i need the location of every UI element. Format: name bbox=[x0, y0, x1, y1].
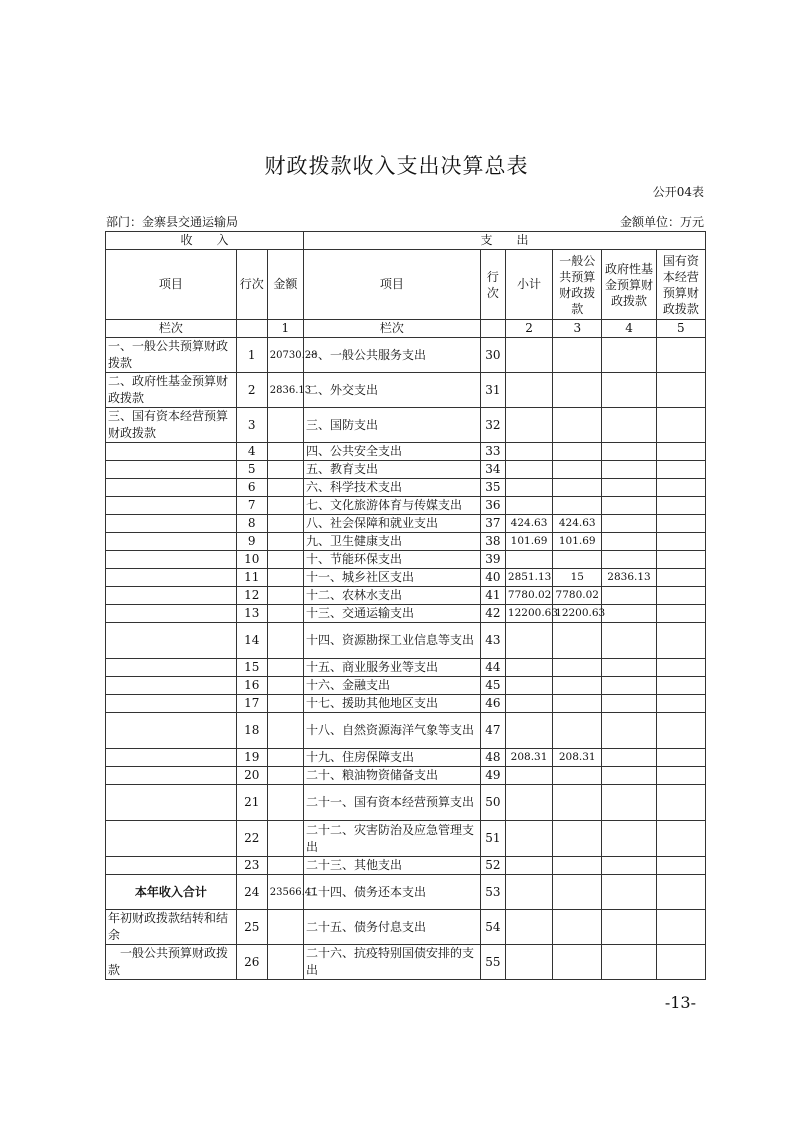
subtotal-value bbox=[505, 408, 552, 443]
fund-budget-value bbox=[602, 767, 656, 785]
general-budget-value bbox=[553, 461, 602, 479]
subtotal-value bbox=[505, 497, 552, 515]
state-capital-value bbox=[656, 461, 705, 479]
general-budget-value bbox=[553, 551, 602, 569]
fund-budget-value bbox=[602, 587, 656, 605]
state-capital-value bbox=[656, 713, 705, 749]
general-budget-value bbox=[553, 821, 602, 857]
table-row bbox=[106, 515, 706, 533]
subtotal-value bbox=[505, 659, 552, 677]
expense-line: 40 bbox=[480, 569, 505, 587]
fund-budget-value bbox=[602, 533, 656, 551]
table-row bbox=[106, 821, 706, 857]
expense-line: 47 bbox=[480, 713, 505, 749]
expense-item: 十六、金融支出 bbox=[303, 677, 480, 695]
general-budget-value bbox=[553, 479, 602, 497]
income-amount bbox=[267, 443, 303, 461]
fund-budget-value bbox=[602, 785, 656, 821]
table-row bbox=[106, 749, 706, 767]
expense-item: 十五、商业服务业等支出 bbox=[303, 659, 480, 677]
table-row bbox=[106, 479, 706, 497]
state-capital-value bbox=[656, 785, 705, 821]
subtotal-value bbox=[505, 767, 552, 785]
income-item bbox=[106, 461, 237, 479]
income-line: 10 bbox=[236, 551, 267, 569]
table-row bbox=[106, 443, 706, 461]
state-capital-value bbox=[656, 533, 705, 551]
table-row bbox=[106, 659, 706, 677]
general-budget-value bbox=[553, 338, 602, 373]
expense-item: 十七、援助其他地区支出 bbox=[303, 695, 480, 713]
general-budget-value: 101.69 bbox=[553, 533, 602, 551]
table-row bbox=[106, 533, 706, 551]
subtotal-value bbox=[505, 461, 552, 479]
general-budget-value bbox=[553, 857, 602, 875]
fund-budget-value bbox=[602, 910, 656, 945]
expense-item: 六、科学技术支出 bbox=[303, 479, 480, 497]
state-capital-value bbox=[656, 623, 705, 659]
income-item: 本年收入合计 bbox=[106, 875, 237, 910]
general-budget-value: 424.63 bbox=[553, 515, 602, 533]
fund-budget-value bbox=[602, 945, 656, 980]
expense-line: 32 bbox=[480, 408, 505, 443]
income-line: 22 bbox=[236, 821, 267, 857]
table-row bbox=[106, 677, 706, 695]
subtotal-value bbox=[505, 875, 552, 910]
income-line: 19 bbox=[236, 749, 267, 767]
column-index-3: 3 bbox=[553, 320, 602, 338]
department-label: 部门：金寨县交通运输局 bbox=[106, 215, 239, 229]
income-amount bbox=[267, 659, 303, 677]
income-item bbox=[106, 695, 237, 713]
income-item bbox=[106, 515, 237, 533]
expense-line-header: 行次 bbox=[480, 250, 505, 320]
expense-line: 38 bbox=[480, 533, 505, 551]
income-item bbox=[106, 605, 237, 623]
column-index-label: 栏次 bbox=[106, 320, 237, 338]
table-row bbox=[106, 605, 706, 623]
fund-budget-value bbox=[602, 659, 656, 677]
income-amount bbox=[267, 821, 303, 857]
income-item bbox=[106, 659, 237, 677]
subtotal-value: 12200.63 bbox=[505, 605, 552, 623]
expense-line: 52 bbox=[480, 857, 505, 875]
income-item: 一、一般公共预算财政拨款 bbox=[106, 338, 237, 373]
expense-item: 二十二、灾害防治及应急管理支出 bbox=[303, 821, 480, 857]
subtotal-value bbox=[505, 945, 552, 980]
expense-item: 七、文化旅游体育与传媒支出 bbox=[303, 497, 480, 515]
income-amount bbox=[267, 533, 303, 551]
expense-item: 十、节能环保支出 bbox=[303, 551, 480, 569]
table-row bbox=[106, 338, 706, 373]
table-row bbox=[106, 408, 706, 443]
table-row bbox=[106, 497, 706, 515]
income-amount bbox=[267, 713, 303, 749]
state-capital-value bbox=[656, 945, 705, 980]
expense-line: 53 bbox=[480, 875, 505, 910]
income-amount bbox=[267, 551, 303, 569]
expense-line: 46 bbox=[480, 695, 505, 713]
subtotal-value bbox=[505, 857, 552, 875]
income-item bbox=[106, 767, 237, 785]
income-line: 5 bbox=[236, 461, 267, 479]
expense-line: 36 bbox=[480, 497, 505, 515]
table-row bbox=[106, 461, 706, 479]
income-line: 24 bbox=[236, 875, 267, 910]
income-line: 13 bbox=[236, 605, 267, 623]
expense-item: 十四、资源勘探工业信息等支出 bbox=[303, 623, 480, 659]
expense-item: 四、公共安全支出 bbox=[303, 443, 480, 461]
column-index-blank bbox=[236, 320, 267, 338]
state-capital-value bbox=[656, 587, 705, 605]
subtotal-value: 424.63 bbox=[505, 515, 552, 533]
expense-item: 二十一、国有资本经营预算支出 bbox=[303, 785, 480, 821]
state-capital-value bbox=[656, 338, 705, 373]
general-budget-value bbox=[553, 623, 602, 659]
state-capital-value bbox=[656, 443, 705, 461]
table-row bbox=[106, 623, 706, 659]
state-capital-value bbox=[656, 875, 705, 910]
income-line: 6 bbox=[236, 479, 267, 497]
income-amount: 2836.13 bbox=[267, 373, 303, 408]
page-number: -13- bbox=[664, 993, 696, 1012]
table-row bbox=[106, 713, 706, 749]
fund-budget-value bbox=[602, 373, 656, 408]
income-amount: 20730.28 bbox=[267, 338, 303, 373]
income-line: 12 bbox=[236, 587, 267, 605]
state-capital-value bbox=[656, 373, 705, 408]
state-capital-value bbox=[656, 659, 705, 677]
table-row bbox=[106, 551, 706, 569]
expense-item: 二十五、债务付息支出 bbox=[303, 910, 480, 945]
table-row bbox=[106, 587, 706, 605]
subtotal-value bbox=[505, 551, 552, 569]
expense-line: 34 bbox=[480, 461, 505, 479]
expense-line: 37 bbox=[480, 515, 505, 533]
subtotal-value bbox=[505, 910, 552, 945]
expense-header: 支 出 bbox=[303, 232, 705, 250]
income-amount bbox=[267, 569, 303, 587]
expense-item: 十二、农林水支出 bbox=[303, 587, 480, 605]
income-line: 20 bbox=[236, 767, 267, 785]
income-item bbox=[106, 551, 237, 569]
fund-budget-value bbox=[602, 461, 656, 479]
income-item bbox=[106, 785, 237, 821]
subtotal-value bbox=[505, 695, 552, 713]
state-capital-value bbox=[656, 515, 705, 533]
page-title: 财政拨款收入支出决算总表 bbox=[264, 154, 529, 178]
income-line: 23 bbox=[236, 857, 267, 875]
income-amount bbox=[267, 479, 303, 497]
fund-budget-value bbox=[602, 857, 656, 875]
income-item bbox=[106, 479, 237, 497]
income-amount bbox=[267, 605, 303, 623]
income-line: 21 bbox=[236, 785, 267, 821]
income-amount bbox=[267, 785, 303, 821]
expense-item: 十三、交通运输支出 bbox=[303, 605, 480, 623]
table-row bbox=[106, 695, 706, 713]
table-row bbox=[106, 910, 706, 945]
general-budget-value bbox=[553, 695, 602, 713]
state-capital-value bbox=[656, 677, 705, 695]
expense-item: 十一、城乡社区支出 bbox=[303, 569, 480, 587]
subtotal-value: 101.69 bbox=[505, 533, 552, 551]
income-amount bbox=[267, 749, 303, 767]
state-capital-value bbox=[656, 497, 705, 515]
subtotal-value: 7780.02 bbox=[505, 587, 552, 605]
income-line: 4 bbox=[236, 443, 267, 461]
table-row bbox=[106, 569, 706, 587]
table-row bbox=[106, 767, 706, 785]
subtotal-value bbox=[505, 713, 552, 749]
expense-line: 51 bbox=[480, 821, 505, 857]
expense-line: 31 bbox=[480, 373, 505, 408]
expense-item: 十九、住房保障支出 bbox=[303, 749, 480, 767]
income-amount bbox=[267, 767, 303, 785]
income-item bbox=[106, 821, 237, 857]
general-budget-value bbox=[553, 659, 602, 677]
income-line: 16 bbox=[236, 677, 267, 695]
income-line: 11 bbox=[236, 569, 267, 587]
subtotal-value bbox=[505, 623, 552, 659]
income-amount bbox=[267, 461, 303, 479]
expense-item: 二、外交支出 bbox=[303, 373, 480, 408]
general-budget-value: 7780.02 bbox=[553, 587, 602, 605]
expense-line: 50 bbox=[480, 785, 505, 821]
fund-budget-value bbox=[602, 605, 656, 623]
subtotal-value bbox=[505, 821, 552, 857]
expense-line: 55 bbox=[480, 945, 505, 980]
subtotal-value bbox=[505, 443, 552, 461]
expense-line: 42 bbox=[480, 605, 505, 623]
table-row bbox=[106, 857, 706, 875]
subtotal-value bbox=[505, 338, 552, 373]
income-line: 26 bbox=[236, 945, 267, 980]
column-index-2: 2 bbox=[505, 320, 552, 338]
subtotal-header: 小计 bbox=[505, 250, 552, 320]
fund-budget-value bbox=[602, 875, 656, 910]
income-item: 二、政府性基金预算财政拨款 bbox=[106, 373, 237, 408]
subtotal-value bbox=[505, 677, 552, 695]
budget-table bbox=[105, 231, 706, 980]
general-budget-value: 15 bbox=[553, 569, 602, 587]
income-item bbox=[106, 623, 237, 659]
state-capital-value bbox=[656, 910, 705, 945]
general-budget-value: 12200.63 bbox=[553, 605, 602, 623]
income-line: 3 bbox=[236, 408, 267, 443]
expense-line: 41 bbox=[480, 587, 505, 605]
general-budget-value bbox=[553, 443, 602, 461]
income-amount bbox=[267, 695, 303, 713]
fund-budget-value bbox=[602, 338, 656, 373]
unit-label: 金额单位：万元 bbox=[619, 215, 704, 229]
general-budget-value bbox=[553, 910, 602, 945]
income-line-header: 行次 bbox=[236, 250, 267, 320]
income-amount bbox=[267, 945, 303, 980]
fund-budget-value bbox=[602, 713, 656, 749]
general-budget-value bbox=[553, 785, 602, 821]
expense-item: 二十六、抗疫特别国债安排的支出 bbox=[303, 945, 480, 980]
income-item bbox=[106, 443, 237, 461]
income-item bbox=[106, 749, 237, 767]
table-row bbox=[106, 875, 706, 910]
fund-budget-value bbox=[602, 695, 656, 713]
expense-item: 五、教育支出 bbox=[303, 461, 480, 479]
state-capital-header: 国有资本经营预算财政拨款 bbox=[656, 250, 705, 320]
general-budget-value bbox=[553, 373, 602, 408]
column-index-blank-right bbox=[480, 320, 505, 338]
expense-item: 一、一般公共服务支出 bbox=[303, 338, 480, 373]
income-item bbox=[106, 677, 237, 695]
expense-line: 30 bbox=[480, 338, 505, 373]
income-amount bbox=[267, 408, 303, 443]
income-amount bbox=[267, 677, 303, 695]
state-capital-value bbox=[656, 767, 705, 785]
income-amount bbox=[267, 587, 303, 605]
expense-line: 39 bbox=[480, 551, 505, 569]
expense-line: 45 bbox=[480, 677, 505, 695]
income-amount: 23566.41 bbox=[267, 875, 303, 910]
fund-budget-value bbox=[602, 497, 656, 515]
fund-budget-value bbox=[602, 677, 656, 695]
expense-line: 35 bbox=[480, 479, 505, 497]
subtotal-value: 208.31 bbox=[505, 749, 552, 767]
income-amount bbox=[267, 857, 303, 875]
subtotal-value: 2851.13 bbox=[505, 569, 552, 587]
expense-item: 二十三、其他支出 bbox=[303, 857, 480, 875]
income-line: 9 bbox=[236, 533, 267, 551]
fund-budget-value bbox=[602, 408, 656, 443]
general-budget-value bbox=[553, 408, 602, 443]
table-row bbox=[106, 945, 706, 980]
expense-item: 十八、自然资源海洋气象等支出 bbox=[303, 713, 480, 749]
table-row bbox=[106, 373, 706, 408]
income-item bbox=[106, 857, 237, 875]
table-row bbox=[106, 785, 706, 821]
income-item bbox=[106, 587, 237, 605]
column-index-5: 5 bbox=[656, 320, 705, 338]
expense-line: 49 bbox=[480, 767, 505, 785]
state-capital-value bbox=[656, 408, 705, 443]
fund-budget-value bbox=[602, 479, 656, 497]
state-capital-value bbox=[656, 749, 705, 767]
expense-item: 三、国防支出 bbox=[303, 408, 480, 443]
state-capital-value bbox=[656, 479, 705, 497]
column-index-label-right: 栏次 bbox=[303, 320, 480, 338]
expense-item: 八、社会保障和就业支出 bbox=[303, 515, 480, 533]
income-item: 年初财政拨款结转和结余 bbox=[106, 910, 237, 945]
expense-line: 48 bbox=[480, 749, 505, 767]
fund-budget-value: 2836.13 bbox=[602, 569, 656, 587]
subtotal-value bbox=[505, 479, 552, 497]
income-item bbox=[106, 533, 237, 551]
income-line: 18 bbox=[236, 713, 267, 749]
income-amount-header: 金额 bbox=[267, 250, 303, 320]
income-item: 一般公共预算财政拨款 bbox=[106, 945, 237, 980]
income-amount bbox=[267, 910, 303, 945]
general-budget-value bbox=[553, 875, 602, 910]
general-budget-value bbox=[553, 767, 602, 785]
income-header: 收 入 bbox=[106, 232, 304, 250]
general-budget-value bbox=[553, 945, 602, 980]
fund-budget-value bbox=[602, 443, 656, 461]
income-line: 7 bbox=[236, 497, 267, 515]
state-capital-value bbox=[656, 857, 705, 875]
fund-budget-value bbox=[602, 515, 656, 533]
state-capital-value bbox=[656, 551, 705, 569]
income-line: 17 bbox=[236, 695, 267, 713]
expense-item: 二十四、债务还本支出 bbox=[303, 875, 480, 910]
subtotal-value bbox=[505, 785, 552, 821]
income-item bbox=[106, 497, 237, 515]
income-line: 14 bbox=[236, 623, 267, 659]
expense-line: 43 bbox=[480, 623, 505, 659]
fund-budget-value bbox=[602, 623, 656, 659]
general-budget-value bbox=[553, 677, 602, 695]
income-line: 2 bbox=[236, 373, 267, 408]
income-item-header: 项目 bbox=[106, 250, 237, 320]
form-number: 公开04表 bbox=[652, 185, 704, 199]
income-line: 15 bbox=[236, 659, 267, 677]
income-line: 8 bbox=[236, 515, 267, 533]
expense-line: 33 bbox=[480, 443, 505, 461]
column-index-4: 4 bbox=[602, 320, 656, 338]
income-item bbox=[106, 713, 237, 749]
income-line: 25 bbox=[236, 910, 267, 945]
general-budget-value: 208.31 bbox=[553, 749, 602, 767]
fund-budget-value bbox=[602, 551, 656, 569]
expense-item: 九、卫生健康支出 bbox=[303, 533, 480, 551]
state-capital-value bbox=[656, 821, 705, 857]
general-budget-header: 一般公共预算财政拨款 bbox=[553, 250, 602, 320]
expense-line: 44 bbox=[480, 659, 505, 677]
general-budget-value bbox=[553, 713, 602, 749]
fund-budget-header: 政府性基金预算财政拨款 bbox=[602, 250, 656, 320]
fund-budget-value bbox=[602, 821, 656, 857]
expense-item: 二十、粮油物资储备支出 bbox=[303, 767, 480, 785]
state-capital-value bbox=[656, 695, 705, 713]
expense-item-header: 项目 bbox=[303, 250, 480, 320]
subtotal-value bbox=[505, 373, 552, 408]
column-index-1: 1 bbox=[267, 320, 303, 338]
general-budget-value bbox=[553, 497, 602, 515]
income-item bbox=[106, 569, 237, 587]
income-amount bbox=[267, 497, 303, 515]
income-item: 三、国有资本经营预算财政拨款 bbox=[106, 408, 237, 443]
table-body bbox=[106, 338, 706, 980]
fund-budget-value bbox=[602, 749, 656, 767]
income-amount bbox=[267, 515, 303, 533]
income-amount bbox=[267, 623, 303, 659]
expense-line: 54 bbox=[480, 910, 505, 945]
state-capital-value bbox=[656, 605, 705, 623]
income-line: 1 bbox=[236, 338, 267, 373]
state-capital-value bbox=[656, 569, 705, 587]
